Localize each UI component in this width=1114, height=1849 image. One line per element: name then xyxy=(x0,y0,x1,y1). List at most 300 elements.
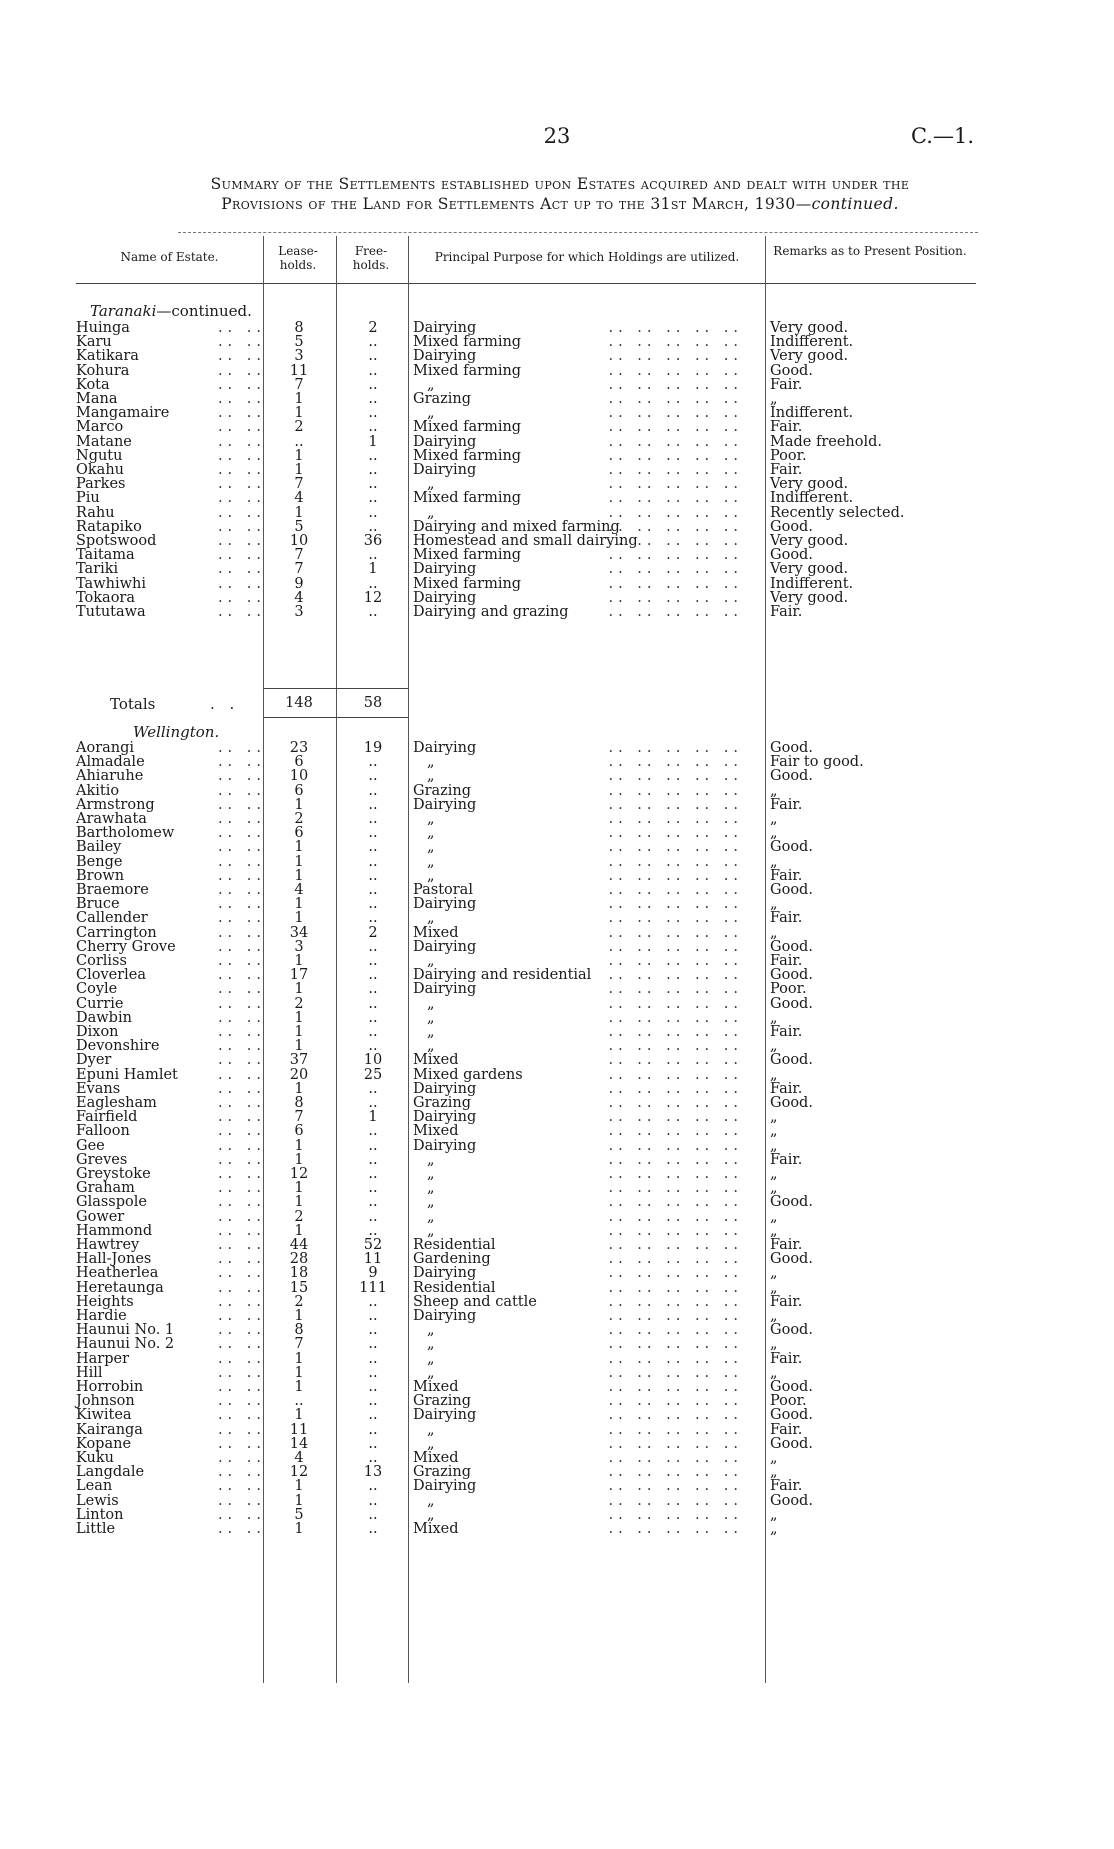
freeholds-value: .. xyxy=(368,825,378,842)
leaseholds-value: 14 xyxy=(289,1435,309,1452)
purpose-value: „ xyxy=(427,376,435,393)
estate-name: Corliss xyxy=(76,953,127,969)
remarks-value: „ xyxy=(770,825,778,842)
purpose-leader-dots: .. .. .. .. .. xyxy=(608,391,743,407)
purpose-leader-dots: .. .. .. .. .. xyxy=(608,811,743,827)
purpose-leader-dots: .. .. .. .. .. xyxy=(608,1194,743,1211)
freeholds-value: .. xyxy=(368,910,378,927)
remarks-value: Fair. xyxy=(770,462,803,478)
document-title-line-2-text: Provisions of the Land for Settlements Act up to the 31st March, 1930 xyxy=(221,195,796,213)
remarks-value: Good. xyxy=(770,995,813,1012)
leaseholds-value: 6 xyxy=(294,754,304,771)
leaseholds-value: 1 xyxy=(294,1350,304,1367)
section-title-wellington: Wellington. xyxy=(133,723,220,741)
purpose-value: Dairying and residential xyxy=(413,967,592,984)
freeholds-value: .. xyxy=(368,1407,378,1424)
purpose-value: Dairying xyxy=(413,896,477,913)
name-leader-dots: .. .. xyxy=(217,1109,266,1126)
name-leader-dots: .. .. xyxy=(217,1293,266,1310)
name-leader-dots: .. .. xyxy=(217,967,266,984)
freeholds-value: 36 xyxy=(363,533,383,549)
leaseholds-value: 7 xyxy=(294,376,304,393)
freeholds-value: .. xyxy=(368,1123,378,1140)
freeholds-value: .. xyxy=(368,504,378,521)
leaseholds-value: 2 xyxy=(294,1208,304,1225)
leaseholds-value: 1 xyxy=(294,1038,304,1055)
leaseholds-value: 4 xyxy=(294,589,304,606)
remarks-value: Recently selected. xyxy=(770,504,905,521)
name-leader-dots: .. .. xyxy=(217,1464,266,1481)
leaseholds-value: 18 xyxy=(289,1265,309,1282)
table-top-rule xyxy=(178,232,978,233)
leaseholds-value: 1 xyxy=(294,1151,304,1168)
purpose-leader-dots: .. .. .. .. .. xyxy=(608,1123,743,1140)
freeholds-value: .. xyxy=(368,1364,378,1381)
estate-name: Eaglesham xyxy=(76,1095,157,1111)
freeholds-value: .. xyxy=(368,518,378,535)
freeholds-value: 1 xyxy=(368,1109,378,1126)
purpose-value: Mixed farming xyxy=(413,447,522,464)
leaseholds-value: 44 xyxy=(289,1237,309,1253)
estate-name: Piu xyxy=(76,490,100,507)
purpose-value: Grazing xyxy=(413,782,472,799)
name-leader-dots: .. .. xyxy=(217,1492,266,1509)
remarks-value: „ xyxy=(770,1450,778,1466)
purpose-value: „ xyxy=(427,995,435,1012)
leaseholds-value: 10 xyxy=(289,768,309,785)
estate-name: Aorangi xyxy=(76,740,135,756)
freeholds-value: .. xyxy=(368,1024,378,1040)
remarks-value: „ xyxy=(770,1208,778,1225)
estate-name: Kopane xyxy=(76,1435,132,1452)
purpose-value: Mixed gardens xyxy=(413,1066,523,1083)
purpose-value: Dairying xyxy=(413,1407,477,1424)
leaseholds-value: 4 xyxy=(294,490,304,507)
document-title-suffix: —continued. xyxy=(795,195,899,213)
estate-name: Heights xyxy=(76,1293,134,1310)
remarks-value: Good. xyxy=(770,1052,813,1069)
purpose-value: Dairying xyxy=(413,462,477,478)
freeholds-value: .. xyxy=(368,1293,378,1310)
name-leader-dots: .. .. xyxy=(217,924,266,941)
remarks-value: Very good. xyxy=(770,589,849,606)
remarks-value: Good. xyxy=(770,768,813,785)
estate-name: Almadale xyxy=(76,754,145,771)
purpose-leader-dots: .. .. .. .. .. xyxy=(608,1506,743,1523)
freeholds-value: .. xyxy=(368,547,378,564)
leaseholds-value: 1 xyxy=(294,1222,304,1239)
estate-name: Ngutu xyxy=(76,447,123,464)
purpose-value: Mixed farming xyxy=(413,547,522,564)
freeholds-value: .. xyxy=(368,1208,378,1225)
name-leader-dots: .. .. xyxy=(217,1350,266,1367)
freeholds-value: .. xyxy=(368,811,378,827)
name-leader-dots: .. .. xyxy=(217,1279,266,1296)
leaseholds-value: .. xyxy=(294,433,304,450)
name-leader-dots: .. .. xyxy=(217,604,266,620)
purpose-value: Mixed xyxy=(413,1123,459,1140)
purpose-leader-dots: .. .. .. .. .. xyxy=(608,867,743,884)
purpose-value: Gardening xyxy=(413,1251,491,1268)
name-leader-dots: .. .. xyxy=(217,825,266,842)
leaseholds-value: 1 xyxy=(294,1080,304,1097)
name-leader-dots: .. .. xyxy=(217,981,266,998)
document-title-line-1: Summary of the Settlements established upon Estates acquired and dealt with under the xyxy=(210,175,910,193)
name-leader-dots: .. .. xyxy=(217,839,266,856)
purpose-leader-dots: .. .. .. .. .. xyxy=(608,1237,743,1253)
purpose-leader-dots: .. .. .. .. .. xyxy=(608,462,743,478)
purpose-leader-dots: .. .. .. .. .. xyxy=(608,1279,743,1296)
estate-name: Parkes xyxy=(76,476,126,493)
estate-name: Kota xyxy=(76,376,110,393)
remarks-value: „ xyxy=(770,1009,778,1026)
name-leader-dots: .. .. xyxy=(217,447,266,464)
estate-name: Tututawa xyxy=(76,604,146,620)
freeholds-value: .. xyxy=(368,376,378,393)
totals-leaseholds: 148 xyxy=(285,695,313,711)
purpose-leader-dots: .. .. .. .. .. xyxy=(608,1336,743,1353)
purpose-value: „ xyxy=(427,1336,435,1353)
remarks-value: Fair. xyxy=(770,1350,803,1367)
freeholds-value: .. xyxy=(368,782,378,799)
estate-name: Benge xyxy=(76,853,123,870)
leaseholds-value: 6 xyxy=(294,1123,304,1140)
remarks-value: „ xyxy=(770,1109,778,1126)
remarks-value: Good. xyxy=(770,1407,813,1424)
purpose-value: Dairying xyxy=(413,740,477,756)
estate-name: Heretaunga xyxy=(76,1279,164,1296)
name-leader-dots: .. .. xyxy=(217,1066,266,1083)
header-bottom-rule xyxy=(76,283,976,284)
estate-name: Evans xyxy=(76,1080,121,1097)
purpose-value: Mixed farming xyxy=(413,490,522,507)
leaseholds-value: 1 xyxy=(294,1009,304,1026)
freeholds-value: .. xyxy=(368,995,378,1012)
purpose-leader-dots: .. .. .. .. .. xyxy=(608,362,743,379)
remarks-value: „ xyxy=(770,1506,778,1523)
purpose-leader-dots: .. .. .. .. .. xyxy=(608,1407,743,1424)
leaseholds-value: 1 xyxy=(294,1492,304,1509)
purpose-leader-dots: .. .. .. .. .. xyxy=(608,1521,743,1537)
name-leader-dots: .. .. xyxy=(217,896,266,913)
remarks-value: „ xyxy=(770,1038,778,1055)
purpose-value: Residential xyxy=(413,1279,496,1296)
purpose-value: Dairying xyxy=(413,796,477,813)
freeholds-value: 10 xyxy=(363,1052,383,1069)
purpose-leader-dots: .. .. .. .. .. xyxy=(608,533,743,549)
freeholds-value: .. xyxy=(368,1393,378,1410)
name-leader-dots: .. .. xyxy=(217,490,266,507)
estate-name: Hardie xyxy=(76,1308,127,1324)
remarks-value: „ xyxy=(770,1137,778,1154)
freeholds-value: .. xyxy=(368,967,378,984)
purpose-value: Dairying xyxy=(413,320,477,336)
freeholds-value: .. xyxy=(368,1350,378,1367)
remarks-value: Fair. xyxy=(770,1151,803,1168)
name-leader-dots: .. .. xyxy=(217,462,266,478)
purpose-leader-dots: .. .. .. .. .. xyxy=(608,938,743,955)
leaseholds-value: 1 xyxy=(294,1478,304,1495)
freeholds-value: .. xyxy=(368,334,378,351)
remarks-value: Fair. xyxy=(770,1080,803,1097)
freeholds-value: .. xyxy=(368,419,378,436)
purpose-value: „ xyxy=(427,1421,435,1438)
freeholds-value: .. xyxy=(368,348,378,365)
name-leader-dots: .. .. xyxy=(217,1038,266,1055)
leaseholds-value: 7 xyxy=(294,1109,304,1126)
freeholds-value: .. xyxy=(368,1336,378,1353)
freeholds-value: .. xyxy=(368,362,378,379)
freeholds-value: .. xyxy=(368,1194,378,1211)
estate-name: Haunui No. 2 xyxy=(76,1336,175,1353)
leaseholds-value: 1 xyxy=(294,1308,304,1324)
estate-name: Huinga xyxy=(76,320,130,336)
remarks-value: Good. xyxy=(770,967,813,984)
remarks-value: Good. xyxy=(770,1095,813,1111)
purpose-value: „ xyxy=(427,476,435,493)
leaseholds-value: 15 xyxy=(289,1279,309,1296)
page-number: 23 xyxy=(543,124,571,148)
purpose-leader-dots: .. .. .. .. .. xyxy=(608,1095,743,1111)
section-heading-taranaki xyxy=(90,302,252,320)
purpose-value: Dairying xyxy=(413,1137,477,1154)
estate-name: Kiwitea xyxy=(76,1407,132,1424)
leaseholds-value: 1 xyxy=(294,462,304,478)
freeholds-value: .. xyxy=(368,1080,378,1097)
name-leader-dots: .. .. xyxy=(217,1237,266,1253)
leaseholds-value: 1 xyxy=(294,1194,304,1211)
freeholds-value: 12 xyxy=(363,589,383,606)
totals-label: Totals xyxy=(110,695,156,713)
leaseholds-value: 1 xyxy=(294,867,304,884)
freeholds-value: .. xyxy=(368,839,378,856)
purpose-leader-dots: .. .. .. .. .. xyxy=(608,1464,743,1481)
purpose-value: „ xyxy=(427,1151,435,1168)
purpose-value: Grazing xyxy=(413,1095,472,1111)
purpose-value: Mixed xyxy=(413,1052,459,1069)
remarks-value: „ xyxy=(770,924,778,941)
freeholds-value: .. xyxy=(368,447,378,464)
remarks-value: „ xyxy=(770,1166,778,1182)
leaseholds-value: 11 xyxy=(289,1421,309,1438)
name-leader-dots: .. .. xyxy=(217,533,266,549)
estate-name: Akitio xyxy=(76,782,120,799)
name-leader-dots: .. .. xyxy=(217,334,266,351)
name-leader-dots: .. .. xyxy=(217,362,266,379)
leaseholds-value: 1 xyxy=(294,853,304,870)
purpose-leader-dots: .. .. .. .. .. xyxy=(608,490,743,507)
remarks-value: Fair. xyxy=(770,1478,803,1495)
purpose-value: „ xyxy=(427,839,435,856)
freeholds-value: .. xyxy=(368,1308,378,1324)
remarks-value: Indifferent. xyxy=(770,334,854,351)
freeholds-value: .. xyxy=(368,391,378,407)
purpose-value: Grazing xyxy=(413,1464,472,1481)
purpose-leader-dots: .. .. .. .. .. xyxy=(608,1478,743,1495)
freeholds-value: .. xyxy=(368,1521,378,1537)
freeholds-value: .. xyxy=(368,1421,378,1438)
remarks-value: Very good. xyxy=(770,533,849,549)
estate-name: Tawhiwhi xyxy=(76,575,146,592)
purpose-value: „ xyxy=(427,1166,435,1182)
estate-name: Braemore xyxy=(76,882,149,898)
remarks-value: „ xyxy=(770,896,778,913)
purpose-value: Sheep and cattle xyxy=(413,1293,537,1310)
remarks-value: „ xyxy=(770,1521,778,1537)
purpose-leader-dots: .. .. .. .. .. xyxy=(608,547,743,564)
remarks-value: Fair. xyxy=(770,1237,803,1253)
freeholds-value: 1 xyxy=(368,433,378,450)
remarks-value: „ xyxy=(770,853,778,870)
purpose-leader-dots: .. .. .. .. .. xyxy=(608,825,743,842)
remarks-value: „ xyxy=(770,1222,778,1239)
remarks-value: Good. xyxy=(770,938,813,955)
name-leader-dots: .. .. xyxy=(217,882,266,898)
purpose-value: „ xyxy=(427,754,435,771)
purpose-leader-dots: .. .. .. .. .. xyxy=(608,1151,743,1168)
estate-name: Gee xyxy=(76,1137,105,1154)
estate-name: Kuku xyxy=(76,1450,114,1466)
purpose-value: Homestead and small dairying xyxy=(413,533,638,549)
table-row xyxy=(0,604,1114,621)
table-row xyxy=(0,1521,1114,1538)
freeholds-value: .. xyxy=(368,1322,378,1339)
leaseholds-value: 5 xyxy=(294,518,304,535)
purpose-leader-dots: .. .. .. .. .. xyxy=(608,1322,743,1339)
remarks-value: Good. xyxy=(770,547,813,564)
purpose-value: „ xyxy=(427,1435,435,1452)
name-leader-dots: .. .. xyxy=(217,1251,266,1268)
remarks-value: „ xyxy=(770,1123,778,1140)
remarks-value: Made freehold. xyxy=(770,433,883,450)
name-leader-dots: .. .. xyxy=(217,1137,266,1154)
freeholds-value: .. xyxy=(368,796,378,813)
name-leader-dots: .. .. xyxy=(217,853,266,870)
purpose-value: Residential xyxy=(413,1237,496,1253)
estate-name: Cloverlea xyxy=(76,967,147,984)
freeholds-value: .. xyxy=(368,476,378,493)
estate-name: Gower xyxy=(76,1208,125,1225)
remarks-value: Good. xyxy=(770,882,813,898)
purpose-leader-dots: .. .. .. .. .. xyxy=(608,1492,743,1509)
estate-name: Callender xyxy=(76,910,148,927)
purpose-leader-dots: .. .. .. .. .. xyxy=(608,1265,743,1282)
estate-name: Dyer xyxy=(76,1052,112,1069)
purpose-leader-dots: .. .. .. .. .. xyxy=(608,405,743,422)
estate-name: Coyle xyxy=(76,981,118,998)
estate-name: Greves xyxy=(76,1151,128,1168)
name-leader-dots: .. .. xyxy=(217,1080,266,1097)
purpose-leader-dots: .. .. .. .. .. xyxy=(608,476,743,493)
estate-name: Johnson xyxy=(76,1393,135,1410)
purpose-leader-dots: .. .. .. .. .. xyxy=(608,796,743,813)
remarks-value: Good. xyxy=(770,518,813,535)
purpose-value: Mixed xyxy=(413,1450,459,1466)
name-leader-dots: .. .. xyxy=(217,376,266,393)
purpose-leader-dots: .. .. .. .. .. xyxy=(608,1208,743,1225)
freeholds-value: 11 xyxy=(363,1251,383,1268)
freeholds-value: 13 xyxy=(363,1464,383,1481)
estate-name: Okahu xyxy=(76,462,124,478)
leaseholds-value: 7 xyxy=(294,1336,304,1353)
freeholds-value: .. xyxy=(368,1478,378,1495)
freeholds-value: .. xyxy=(368,405,378,422)
freeholds-value: 19 xyxy=(363,740,383,756)
remarks-value: Fair. xyxy=(770,419,803,436)
purpose-leader-dots: .. .. .. .. .. xyxy=(608,1364,743,1381)
freeholds-value: .. xyxy=(368,768,378,785)
name-leader-dots: .. .. xyxy=(217,518,266,535)
remarks-value: Good. xyxy=(770,1492,813,1509)
name-leader-dots: .. .. xyxy=(217,1151,266,1168)
remarks-value: Fair. xyxy=(770,1024,803,1040)
purpose-leader-dots: .. .. .. .. .. xyxy=(608,740,743,756)
freeholds-value: 1 xyxy=(368,561,378,578)
leaseholds-value: 7 xyxy=(294,476,304,493)
leaseholds-value: 1 xyxy=(294,1180,304,1197)
name-leader-dots: .. .. xyxy=(217,504,266,521)
leaseholds-value: 1 xyxy=(294,391,304,407)
purpose-value: „ xyxy=(427,1350,435,1367)
section-heading-wellington xyxy=(133,723,219,741)
purpose-leader-dots: .. .. .. .. .. xyxy=(608,1080,743,1097)
leaseholds-value: 8 xyxy=(294,1322,304,1339)
purpose-leader-dots: .. .. .. .. .. xyxy=(608,561,743,578)
leaseholds-value: 10 xyxy=(289,533,309,549)
name-leader-dots: .. .. xyxy=(217,1450,266,1466)
leaseholds-value: 7 xyxy=(294,561,304,578)
estate-name: Glasspole xyxy=(76,1194,147,1211)
purpose-value: Mixed xyxy=(413,924,459,941)
remarks-value: Good. xyxy=(770,1379,813,1395)
estate-name: Cherry Grove xyxy=(76,938,176,955)
purpose-leader-dots: .. .. .. .. .. xyxy=(608,896,743,913)
name-leader-dots: .. .. xyxy=(217,938,266,955)
purpose-leader-dots: .. .. .. .. .. xyxy=(608,1024,743,1040)
purpose-leader-dots: .. .. .. .. .. xyxy=(608,910,743,927)
purpose-value: „ xyxy=(427,768,435,785)
freeholds-value: 25 xyxy=(363,1066,383,1083)
purpose-leader-dots: .. .. .. .. .. xyxy=(608,1009,743,1026)
purpose-value: „ xyxy=(427,1194,435,1211)
purpose-leader-dots: .. .. .. .. .. xyxy=(608,1052,743,1069)
remarks-value: Poor. xyxy=(770,1393,807,1410)
purpose-value: „ xyxy=(427,1492,435,1509)
freeholds-value: .. xyxy=(368,896,378,913)
freeholds-value: .. xyxy=(368,853,378,870)
section-suffix-taranaki: —continued. xyxy=(156,302,252,320)
name-leader-dots: .. .. xyxy=(217,1166,266,1182)
estate-name: Katikara xyxy=(76,348,139,365)
name-leader-dots: .. .. xyxy=(217,476,266,493)
purpose-leader-dots: .. .. .. .. .. xyxy=(608,348,743,365)
freeholds-value: .. xyxy=(368,462,378,478)
freeholds-value: .. xyxy=(368,1379,378,1395)
remarks-value: Fair. xyxy=(770,376,803,393)
freeholds-value: .. xyxy=(368,575,378,592)
remarks-value: „ xyxy=(770,1265,778,1282)
estate-name: Graham xyxy=(76,1180,135,1197)
purpose-value: Dairying xyxy=(413,1478,477,1495)
estate-name: Langdale xyxy=(76,1464,145,1481)
name-leader-dots: .. .. xyxy=(217,995,266,1012)
leaseholds-value: 1 xyxy=(294,1379,304,1395)
purpose-value: „ xyxy=(427,853,435,870)
leaseholds-value: 2 xyxy=(294,1293,304,1310)
name-leader-dots: .. .. xyxy=(217,811,266,827)
estate-name: Lewis xyxy=(76,1492,119,1509)
name-leader-dots: .. .. xyxy=(217,1222,266,1239)
